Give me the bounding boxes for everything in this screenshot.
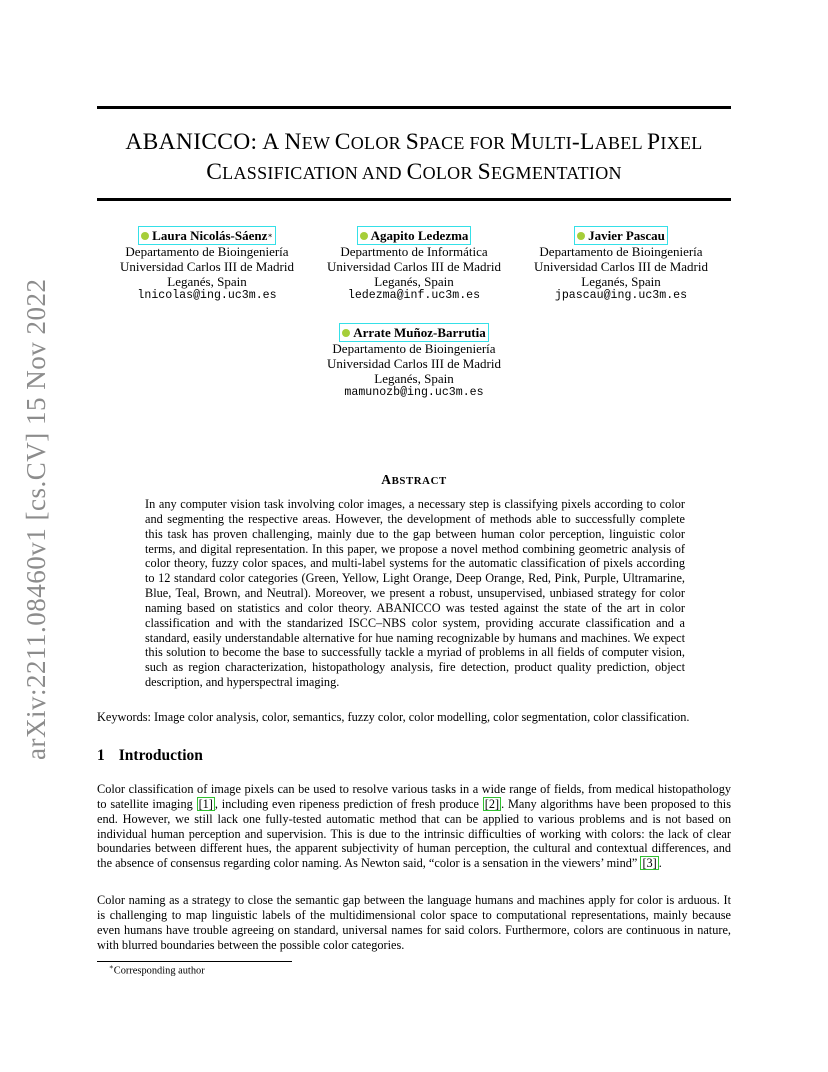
author-block: [314, 226, 514, 304]
citation-link[interactable]: [2]: [484, 796, 500, 811]
author-university: Universidad Carlos III de Madrid: [326, 355, 501, 371]
keywords: Keywords: Image color analysis, color, semantics, fuzzy color, color modelling, color segmentation, color classification.: [97, 710, 690, 724]
author-email: lnicolas@ing.uc3m.es: [137, 289, 277, 303]
author-department: Departamento de Bioingeniería: [332, 341, 496, 356]
abstract-heading: ABSTRACT: [381, 472, 447, 487]
author-name-link[interactable]: Laura Nicolás-Sáenz∗: [138, 226, 276, 245]
author-email: ledezma@inf.uc3m.es: [347, 289, 481, 303]
introduction-paragraph-1: Color classification of image pixels can be used to resolve various tasks in a wide range of fields, from medical histopathology to satellite imaging [1] , including even ripeness prediction of fresh produce [2] . Many algorithms have been proposed to this end. However, we still lack one fully-tested automatic method that can be applied to various problems and is not based on individual human perception and supervision. This is due to the intrinsic difficulties of working with colors: the lack of clear boundaries between different hues, the apparent subjectivity of human perception, the cultural and contextual differences, and the absence of consensus regarding color naming. As Newton said, “color is a sensation in the viewers’ mind” [3] .: [97, 782, 731, 871]
author-block: [521, 226, 721, 304]
paper-title: [97, 128, 731, 188]
footnote: ∗Corresponding author: [109, 963, 205, 977]
title-bottom-rule: [97, 198, 731, 201]
author-name-link[interactable]: Agapito Ledezma: [357, 226, 472, 245]
orcid-icon[interactable]: [360, 232, 368, 240]
author-university: Universidad Carlos III de Madrid: [533, 258, 708, 274]
citation-link[interactable]: [3]: [642, 856, 657, 871]
title-line-2: CLASSIFICATION AND COLOR SEGMENTATION: [206, 159, 622, 185]
title-top-rule: [97, 106, 731, 109]
introduction-paragraph-2: Color naming as a strategy to close the semantic gap between the language humans and machines apply for color is arduous. It is challenging to map linguistic labels of the multidimensional color space to computational representations, mainly because even humans have trouble agreeing on standard, universal names for said colors. Furthermore, colors are continuous in nature, with blurred boundaries between the possible color categories.: [97, 893, 731, 952]
author-department: Departamento de Bioingeniería: [125, 244, 289, 259]
author-block: [314, 323, 514, 401]
orcid-icon[interactable]: [141, 232, 149, 240]
section-title: Introduction: [118, 747, 203, 764]
title-line-1: ABANICCO: A NEW COLOR SPACE FOR MULTI-LABEL PIXEL: [125, 129, 703, 155]
citation-link[interactable]: [1]: [198, 796, 213, 811]
author-city: Leganés, Spain: [374, 370, 454, 386]
arxiv-identifier: arXiv:2211.08460v1 [cs.CV] 15 Nov 2022: [21, 278, 51, 760]
author-city: Leganés, Spain: [581, 273, 661, 289]
abstract-text: In any computer vision task involving color images, a necessary step is classifying pixels according to color and segmenting the respective areas. However, the development of methods able to successfully complete this task has proven challenging, mainly due to the gap between human color perception, linguistic color terms, and digital representation. In this paper, we propose a novel method combining geometric analysis of color theory, fuzzy color spaces, and multi-label systems for the automatic classification of pixels according to 12 standard color categories (Green, Yellow, Light Orange, Deep Orange, Red, Pink, Purple, Ultramarine, Blue, Teal, Brown, and Neutral). Moreover, we present a robust, unsupervised, unbiased strategy for color naming based on statistics and color theory. ABANICCO was tested against the state of the art in color classification and with the standarized ISCC–NBS color system, providing accurate classification and a standard, easily understandable alternative for hue naming recognizable by humans and machines. We expect this solution to become the base to successfully tackle a myriad of problems in all fields of computer vision, such as region characterization, histopathology analysis, fire detection, product quality prediction, object description, and hyperspectral imaging.: [145, 497, 685, 690]
author-email: mamunozb@ing.uc3m.es: [344, 386, 484, 400]
section-number: 1: [97, 747, 105, 764]
author-city: Leganés, Spain: [167, 273, 247, 289]
author-university: Universidad Carlos III de Madrid: [326, 258, 501, 274]
author-block: [107, 226, 307, 304]
footnote-rule: [97, 961, 292, 962]
author-email: jpascau@ing.uc3m.es: [554, 289, 688, 303]
author-name-link[interactable]: Arrate Muñoz-Barrutia: [339, 323, 489, 342]
author-department: Departamento de Bioingeniería: [539, 244, 703, 259]
author-university: Universidad Carlos III de Madrid: [119, 258, 294, 274]
author-name-link[interactable]: Javier Pascau: [574, 226, 668, 245]
author-city: Leganés, Spain: [374, 273, 454, 289]
author-department: Departmento de Informática: [340, 244, 488, 259]
orcid-icon[interactable]: [342, 329, 350, 337]
orcid-icon[interactable]: [577, 232, 585, 240]
section-heading: [97, 747, 203, 765]
